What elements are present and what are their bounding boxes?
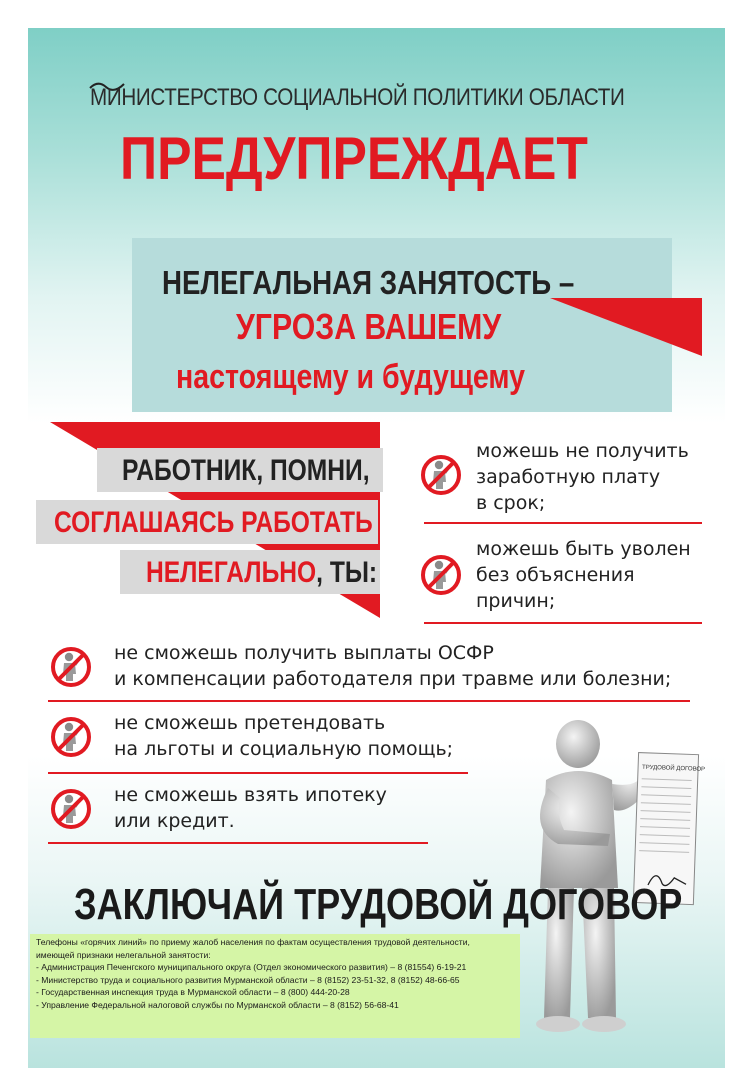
divider	[48, 842, 428, 844]
headline-warns: ПРЕДУПРЕЖДАЕТ	[120, 125, 588, 192]
divider	[424, 622, 702, 624]
threat-line-3: настоящему и будущему	[176, 358, 526, 396]
worker-line-1: РАБОТНИК, ПОМНИ,	[122, 454, 370, 487]
worker-line-3-black: , ТЫ:	[316, 556, 378, 589]
prohibited-figure-icon	[50, 788, 92, 830]
consequence-2: можешь быть уволен без объяснения причин;	[476, 538, 691, 612]
contact-item: - Государственная инспекция труда в Мурманской области – 8 (800) 444-20-28	[36, 987, 350, 998]
ministry-title: МИНИСТЕРСТВО СОЦИАЛЬНОЙ ПОЛИТИКИ ОБЛАСТИ	[90, 84, 625, 111]
divider	[48, 700, 690, 702]
contact-item: - Управление Федеральной налоговой службы по Мурманской области – 8 (8152) 56-68-41	[36, 999, 399, 1010]
contacts-intro-1: Телефоны «горячих линий» по приему жалоб населения по фактам осуществления трудовой деятельности,	[36, 937, 470, 947]
divider	[424, 522, 702, 524]
prohibited-figure-icon	[50, 646, 92, 688]
contact-item: - Министерство труда и социального развития Мурманской области – 8 (8152) 23-51-32, 8 (8152) 48-66-65	[36, 974, 460, 985]
document-label: ТРУДОВОЙ ДОГОВОР	[641, 764, 706, 773]
contacts-intro-2: имеющей признаки нелегальной занятости:	[36, 949, 211, 960]
prohibited-figure-icon	[420, 554, 462, 596]
divider	[48, 772, 468, 774]
hotline-contacts	[30, 934, 520, 1038]
prohibited-figure-icon	[420, 454, 462, 496]
poster	[28, 28, 725, 1068]
consequence-1: можешь не получить заработную плату в срок;	[476, 440, 689, 514]
contact-item: - Администрация Печенгского муниципального округа (Отдел экономического развития) – 8 (81554) 6-19-21	[36, 962, 467, 973]
consequence-4: не сможешь претендовать на льготы и социальную помощь;	[114, 712, 454, 760]
worker-line-2: СОГЛАШАЯСЬ РАБОТАТЬ	[54, 506, 373, 539]
threat-box	[132, 238, 702, 412]
threat-line-1: НЕЛЕГАЛЬНАЯ ЗАНЯТОСТЬ –	[162, 264, 575, 301]
consequence-5: не сможешь взять ипотеку или кредит.	[114, 784, 387, 832]
consequence-3: не сможешь получить выплаты ОСФР и компенсации работодателя при травме или болезни;	[114, 642, 672, 690]
worker-line-3-red: НЕЛЕГАЛЬНО	[146, 556, 317, 589]
worker-line-3	[146, 556, 377, 590]
call-to-action: ЗАКЛЮЧАЙ ТРУДОВОЙ ДОГОВОР	[74, 880, 683, 929]
prohibited-figure-icon	[50, 716, 92, 758]
threat-line-2: УГРОЗА ВАШЕМУ	[236, 306, 502, 347]
